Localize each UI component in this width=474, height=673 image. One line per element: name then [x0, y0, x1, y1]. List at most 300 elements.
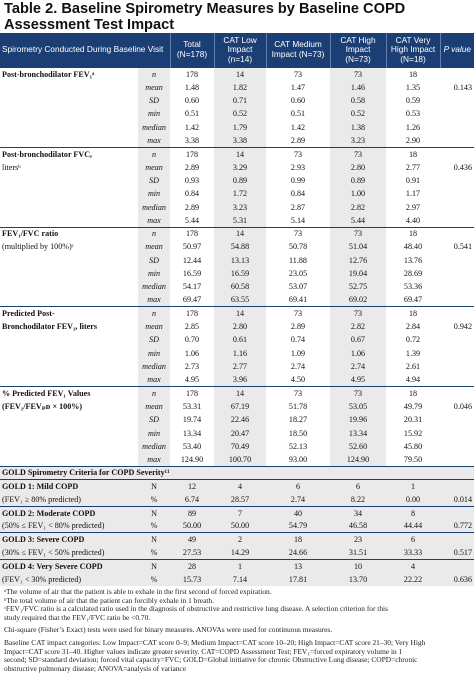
label-empty — [0, 294, 138, 307]
value-cell: 28.69 — [403, 269, 423, 278]
table-row — [0, 147, 474, 160]
p-value-empty — [440, 107, 474, 120]
value-cell: 31.51 — [330, 546, 386, 559]
value-cell: 73 — [330, 307, 386, 320]
value-cell: 2.74 — [290, 362, 306, 372]
table-row — [0, 427, 474, 440]
p-value: 0.517 — [440, 546, 474, 559]
value-cell: 52.13 — [288, 441, 308, 451]
label-empty — [0, 214, 138, 227]
value-cell: 19.04 — [330, 267, 386, 280]
value-cell: 1.46 — [330, 81, 386, 94]
p-value-empty — [440, 533, 474, 546]
stat-label: % — [138, 546, 170, 559]
value-cell: 0.51 — [184, 109, 200, 119]
value-cell: 73 — [330, 387, 386, 400]
value-cell: 5.44 — [184, 215, 200, 225]
p-value-empty — [440, 68, 474, 81]
value-cell: 3.29 — [214, 161, 266, 174]
value-cell: 0.89 — [214, 174, 266, 187]
value-cell: 53.05 — [330, 400, 386, 413]
value-cell: 1.00 — [330, 187, 386, 200]
table-row — [0, 573, 474, 586]
p-value: 0.636 — [440, 573, 474, 586]
value-cell: 0.70 — [184, 335, 200, 345]
stat-label: min — [138, 187, 170, 200]
value-cell: 2.74 — [266, 493, 330, 506]
p-value-empty — [440, 387, 474, 400]
value-cell: 1.39 — [405, 348, 421, 358]
table-row — [0, 307, 474, 320]
label-empty — [0, 280, 138, 293]
value-cell: 20.47 — [214, 427, 266, 440]
p-value-empty — [440, 307, 474, 320]
value-cell: 2.89 — [290, 135, 306, 145]
value-cell: 2.93 — [290, 162, 306, 172]
table-row — [0, 81, 474, 94]
table-row — [0, 200, 474, 213]
gold-criterion: (30% ≤ FEV₁ < 50% predicted) — [0, 546, 138, 559]
table-row — [0, 121, 474, 134]
label-empty — [0, 107, 138, 120]
value-cell: 2.89 — [184, 162, 200, 172]
value-cell: 18 — [408, 229, 418, 239]
header-total: Total (N=178) — [170, 33, 214, 68]
stat-label: mean — [138, 161, 170, 174]
value-cell: 2.74 — [330, 360, 386, 373]
stat-label: N — [138, 506, 170, 519]
value-cell: 2.77 — [214, 360, 266, 373]
stat-label: median — [138, 440, 170, 453]
value-cell: 0.00 — [386, 493, 440, 506]
p-value-empty — [440, 121, 474, 134]
table-row — [0, 506, 474, 519]
section-label: Post-bronchodilator FEV₁ᵃ — [2, 69, 95, 79]
gold-criterion: (50% ≤ FEV₁ < 80% predicted) — [0, 520, 138, 533]
stat-label: N — [138, 559, 170, 572]
value-cell: 40 — [266, 506, 330, 519]
p-value-empty — [440, 440, 474, 453]
value-cell: 0.60 — [290, 96, 306, 106]
value-cell: 3.23 — [214, 200, 266, 213]
value-cell: 18 — [408, 309, 418, 319]
table-body — [0, 68, 474, 587]
value-cell: 0.51 — [290, 109, 306, 119]
label-empty — [0, 187, 138, 200]
value-cell: 2.87 — [290, 202, 306, 212]
p-value: 0.541 — [453, 242, 473, 252]
p-value-empty — [440, 94, 474, 107]
table-row — [0, 134, 474, 147]
value-cell: 14 — [214, 227, 266, 240]
value-cell: 13 — [266, 559, 330, 572]
value-cell: 52.60 — [330, 440, 386, 453]
value-cell: 1.26 — [405, 122, 421, 132]
value-cell: 60.58 — [214, 280, 266, 293]
value-cell: 73 — [293, 388, 303, 398]
value-cell: 1.17 — [405, 189, 421, 199]
value-cell: 7.14 — [214, 573, 266, 586]
value-cell: 53.31 — [182, 401, 202, 411]
value-cell: 4.95 — [184, 375, 200, 385]
value-cell: 0.89 — [330, 174, 386, 187]
stat-label: SD — [138, 94, 170, 107]
label-empty — [0, 134, 138, 147]
spirometry-table — [0, 33, 474, 586]
p-value-empty — [440, 280, 474, 293]
value-cell: 14.29 — [214, 546, 266, 559]
stat-label: n — [138, 307, 170, 320]
value-cell: 73 — [330, 68, 386, 81]
value-cell: 18.27 — [288, 415, 308, 425]
table-row — [0, 413, 474, 426]
value-cell: 73 — [330, 227, 386, 240]
value-cell: 3.38 — [214, 134, 266, 147]
value-cell: 53.40 — [182, 441, 202, 451]
stat-label: median — [138, 200, 170, 213]
stat-label: mean — [138, 320, 170, 333]
value-cell: 2.80 — [330, 161, 386, 174]
value-cell: 5.31 — [214, 214, 266, 227]
value-cell: 0.52 — [214, 107, 266, 120]
table-row — [0, 68, 474, 81]
value-cell: 4 — [386, 559, 440, 572]
table-row — [0, 387, 474, 400]
value-cell: 63.55 — [214, 294, 266, 307]
value-cell: 1.09 — [290, 348, 306, 358]
section-label: Post-bronchodilator FVC, — [2, 149, 93, 159]
value-cell: 27.53 — [170, 546, 214, 559]
table-row — [0, 107, 474, 120]
value-cell: 50.78 — [288, 242, 308, 252]
header-high: CAT High Impact (N=73) — [330, 33, 386, 68]
p-value: 0.046 — [453, 401, 473, 411]
p-value: 0.942 — [453, 322, 473, 332]
value-cell: 16.59 — [214, 267, 266, 280]
value-cell: 15.92 — [403, 428, 423, 438]
value-cell: 8 — [386, 506, 440, 519]
stat-label: SD — [138, 333, 170, 346]
p-value-empty — [440, 267, 474, 280]
section-label: Predicted Post- — [2, 309, 55, 319]
stat-label: n — [138, 147, 170, 160]
value-cell: 18 — [408, 388, 418, 398]
label-empty — [0, 267, 138, 280]
p-value-empty — [440, 254, 474, 267]
stat-label: max — [138, 134, 170, 147]
value-cell: 18 — [266, 533, 330, 546]
value-cell: 54.17 — [182, 282, 202, 292]
value-cell: 1 — [214, 559, 266, 572]
value-cell: 14 — [214, 307, 266, 320]
value-cell: 14 — [214, 68, 266, 81]
table-row — [0, 174, 474, 187]
table-row — [0, 240, 474, 253]
gold-title-row — [0, 466, 474, 479]
value-cell: 7 — [214, 506, 266, 519]
gold-group-name: GOLD 1: Mild COPD — [0, 480, 138, 493]
stat-label: min — [138, 107, 170, 120]
p-value-empty — [440, 227, 474, 240]
header-measure: Spirometry Conducted During Baseline Visit — [0, 33, 170, 68]
value-cell: 12 — [170, 480, 214, 493]
table-row — [0, 333, 474, 346]
value-cell: 0.71 — [214, 94, 266, 107]
value-cell: 12.44 — [182, 255, 202, 265]
value-cell: 18.50 — [288, 428, 308, 438]
table-row — [0, 227, 474, 240]
stat-label: SD — [138, 254, 170, 267]
label-empty — [0, 453, 138, 466]
value-cell: 1.42 — [290, 122, 306, 132]
value-cell: 22.46 — [214, 413, 266, 426]
stat-label: min — [138, 267, 170, 280]
table-row — [0, 280, 474, 293]
value-cell: 73 — [293, 69, 303, 79]
p-value-empty — [440, 174, 474, 187]
value-cell: 50.00 — [170, 520, 214, 533]
table-row — [0, 480, 474, 493]
value-cell: 1.72 — [214, 187, 266, 200]
footnote-b: ᵇThe total volume of air that the patient can forcibly exhale in 1 breath. — [4, 595, 214, 605]
table-row — [0, 453, 474, 466]
p-value-empty — [440, 480, 474, 493]
p-value: 0.014 — [440, 493, 474, 506]
stat-label: median — [138, 280, 170, 293]
p-value-empty — [440, 373, 474, 386]
value-cell: 69.47 — [182, 295, 202, 305]
footnote-c1: ᶜFEV₁/FVC ratio is a calculated ratio used in the diagnosis of obstructive and restrictive lung disease. A selection criterion for this — [4, 604, 388, 614]
stat-label: mean — [138, 240, 170, 253]
label-empty — [0, 174, 138, 187]
stat-label: max — [138, 214, 170, 227]
value-cell: 0.53 — [405, 109, 421, 119]
stat-label: n — [138, 68, 170, 81]
value-cell: 50.00 — [214, 520, 266, 533]
p-value-empty — [440, 294, 474, 307]
value-cell: 178 — [185, 388, 199, 398]
stat-label: n — [138, 387, 170, 400]
value-cell: 23.05 — [288, 269, 308, 278]
value-cell: 2.97 — [405, 202, 421, 212]
value-cell: 54.88 — [214, 240, 266, 253]
value-cell: 178 — [185, 229, 199, 239]
value-cell: 8.22 — [330, 493, 386, 506]
stat-label: mean — [138, 81, 170, 94]
value-cell: 2.73 — [184, 362, 200, 372]
value-cell: 49.79 — [403, 401, 423, 411]
table-row — [0, 267, 474, 280]
value-cell: 11.88 — [289, 255, 307, 265]
value-cell: 69.41 — [288, 295, 308, 305]
value-cell: 100.70 — [214, 453, 266, 466]
value-cell: 4.40 — [405, 215, 421, 225]
label-empty — [0, 254, 138, 267]
value-cell: 2 — [214, 533, 266, 546]
value-cell: 1.06 — [330, 347, 386, 360]
table-row — [0, 533, 474, 546]
stat-label: n — [138, 227, 170, 240]
p-value-empty — [440, 147, 474, 160]
value-cell: 18 — [408, 149, 418, 159]
value-cell: 0.52 — [330, 107, 386, 120]
table-row — [0, 520, 474, 533]
stat-label: max — [138, 294, 170, 307]
p-value: 0.143 — [453, 82, 473, 92]
p-value-empty — [440, 200, 474, 213]
p-value-empty — [440, 413, 474, 426]
p-value-empty — [440, 559, 474, 572]
value-cell: 93.00 — [288, 454, 308, 464]
value-cell: 1.06 — [184, 348, 200, 358]
value-cell: 0.99 — [290, 175, 306, 185]
value-cell: 2.80 — [214, 320, 266, 333]
value-cell: 2.84 — [405, 322, 421, 332]
value-cell: 51.04 — [330, 240, 386, 253]
table-row — [0, 161, 474, 174]
value-cell: 0.60 — [184, 96, 200, 106]
header-pvalue: P value — [440, 33, 474, 68]
p-value-empty — [440, 360, 474, 373]
value-cell: 2.82 — [330, 200, 386, 213]
value-cell: 73 — [293, 229, 303, 239]
footnote-abbr-2: Impact=CAT score 31–40. Higher values indicate greater severity. CAT=COPD Assessment Test; FEV₁=forced expiratory volume in 1 — [4, 646, 403, 656]
stat-label: % — [138, 520, 170, 533]
footnote-abbr-1: Baseline CAT impact categories: Low Impact=CAT score 0–9; Medium Impact=CAT score 10–20; High Impact=CAT score 21–30; Very High — [4, 638, 426, 648]
label-empty — [0, 121, 138, 134]
table-row — [0, 254, 474, 267]
gold-criterion: (FEV₁ < 30% predicted) — [0, 573, 138, 586]
value-cell: 13.76 — [403, 255, 423, 265]
stat-label: % — [138, 493, 170, 506]
table-row — [0, 373, 474, 386]
value-cell: 2.85 — [184, 322, 200, 332]
label-empty — [0, 440, 138, 453]
value-cell: 2.90 — [405, 135, 421, 145]
header-very-high: CAT Very High Impact (N=18) — [386, 33, 440, 68]
table-row — [0, 559, 474, 572]
header-low: CAT Low Impact (n=14) — [214, 33, 266, 68]
value-cell: 5.44 — [330, 214, 386, 227]
value-cell: 0.84 — [290, 189, 306, 199]
value-cell: 70.49 — [214, 440, 266, 453]
label-empty — [0, 200, 138, 213]
table-row — [0, 214, 474, 227]
value-cell: 2.89 — [184, 202, 200, 212]
value-cell: 1.82 — [214, 81, 266, 94]
table-row — [0, 546, 474, 559]
footnote-tests: Chi-square (Fisher’s Exact) tests were used for binary measures. ANOVAs were used for continuous measures. — [4, 625, 333, 635]
value-cell: 69.02 — [330, 294, 386, 307]
value-cell: 178 — [185, 149, 199, 159]
p-value-empty — [440, 134, 474, 147]
value-cell: 67.19 — [214, 400, 266, 413]
value-cell: 0.93 — [184, 175, 200, 185]
footnotes — [0, 586, 474, 673]
table-row — [0, 294, 474, 307]
value-cell: 24.66 — [266, 546, 330, 559]
p-value-empty — [440, 187, 474, 200]
value-cell: 48.40 — [403, 242, 423, 252]
value-cell: 19.74 — [182, 415, 202, 425]
value-cell: 4.95 — [330, 373, 386, 386]
footnote-a: ᵃThe volume of air that the patient is able to exhale in the first second of forced expiration. — [4, 587, 272, 597]
value-cell: 50.97 — [182, 242, 202, 252]
value-cell: 52.75 — [330, 280, 386, 293]
value-cell: 73 — [293, 309, 303, 319]
label-empty — [0, 81, 138, 94]
label-empty — [0, 360, 138, 373]
table-row — [0, 94, 474, 107]
value-cell: 3.23 — [330, 134, 386, 147]
value-cell: 89 — [170, 506, 214, 519]
value-cell: 3.96 — [214, 373, 266, 386]
section-label: FEV₁/FVC ratio — [2, 229, 59, 239]
table-row — [0, 493, 474, 506]
value-cell: 2.77 — [405, 162, 421, 172]
section-sublabel: (multiplied by 100%)ᶜ — [2, 242, 74, 252]
value-cell: 44.44 — [386, 520, 440, 533]
value-cell: 69.47 — [403, 295, 423, 305]
value-cell: 33.33 — [386, 546, 440, 559]
value-cell: 124.90 — [180, 454, 204, 464]
table-title: Table 2. Baseline Spirometry Measures by Baseline COPD Assessment Test Impact — [4, 1, 406, 33]
stat-label: min — [138, 427, 170, 440]
gold-group-name: GOLD 4: Very Severe COPD — [0, 559, 138, 572]
table-row — [0, 187, 474, 200]
value-cell: 19.96 — [330, 413, 386, 426]
p-value-empty — [440, 214, 474, 227]
value-cell: 73 — [330, 147, 386, 160]
value-cell: 12.76 — [330, 254, 386, 267]
value-cell: 6 — [330, 480, 386, 493]
label-empty — [0, 94, 138, 107]
value-cell: 13.70 — [330, 573, 386, 586]
gold-group-name: GOLD 3: Severe COPD — [0, 533, 138, 546]
value-cell: 15.73 — [170, 573, 214, 586]
label-empty — [0, 333, 138, 346]
value-cell: 14 — [214, 147, 266, 160]
p-value: 0.772 — [440, 520, 474, 533]
value-cell: 124.90 — [330, 453, 386, 466]
value-cell: 2.61 — [405, 362, 421, 372]
table-row — [0, 360, 474, 373]
value-cell: 23 — [330, 533, 386, 546]
label-empty — [0, 413, 138, 426]
section-sublabel: (FEV₁/FEVₚᴅ × 100%) — [2, 401, 83, 411]
p-value-empty — [440, 333, 474, 346]
footnote-abbr-3: second; SD=standard deviation; forced vital capacity=FVC; GOLD=Global initiative for chronic Obstructive Lung disease; COPD=chronic — [4, 655, 418, 665]
value-cell: 16.59 — [182, 269, 202, 278]
p-value-empty — [440, 453, 474, 466]
value-cell: 18 — [408, 69, 418, 79]
label-empty — [0, 373, 138, 386]
gold-title: GOLD Spirometry Criteria for COPD Severity¹¹ — [2, 468, 170, 478]
value-cell: 54.79 — [266, 520, 330, 533]
stat-label: N — [138, 533, 170, 546]
gold-criterion: (FEV₁ ≥ 80% predicted) — [0, 493, 138, 506]
value-cell: 0.91 — [405, 175, 421, 185]
stat-label: max — [138, 373, 170, 386]
value-cell: 1.47 — [290, 82, 306, 92]
value-cell: 0.61 — [214, 333, 266, 346]
stat-label: max — [138, 453, 170, 466]
value-cell: 2.89 — [290, 322, 306, 332]
value-cell: 0.67 — [330, 333, 386, 346]
stat-label: median — [138, 360, 170, 373]
value-cell: 2.82 — [330, 320, 386, 333]
table-row — [0, 320, 474, 333]
